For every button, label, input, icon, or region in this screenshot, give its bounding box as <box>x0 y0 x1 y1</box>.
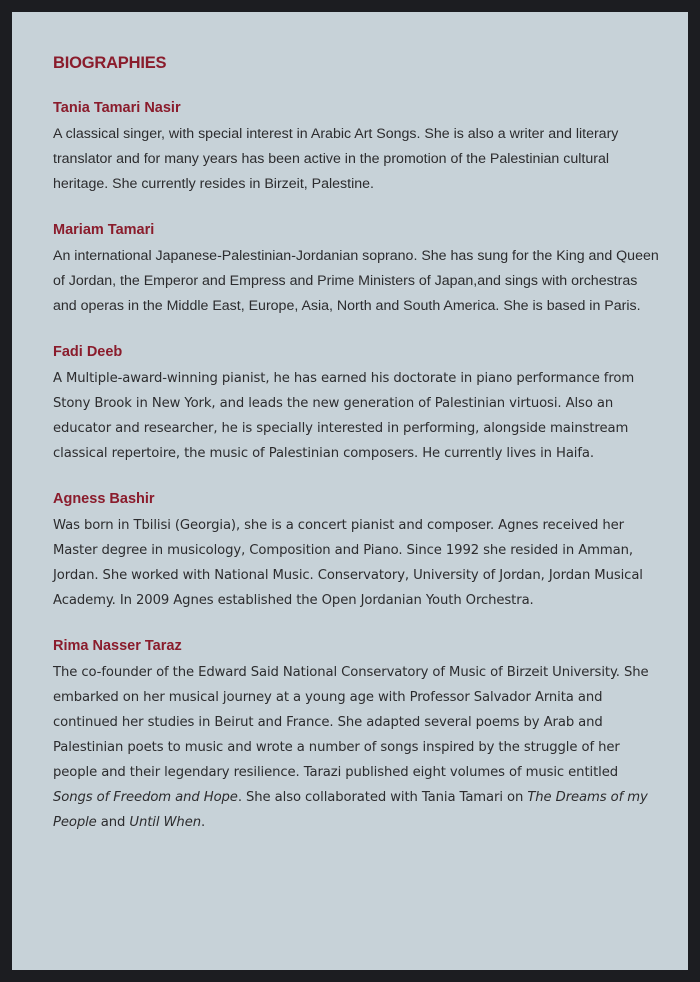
work-title: Until When <box>129 815 201 830</box>
bio-name: Rima Nasser Taraz <box>53 638 182 654</box>
bio-fadi-deeb <box>53 343 660 466</box>
bio-name: Agness Bashir <box>53 491 155 507</box>
bio-text: A classical singer, with special interest in Arabic Art Songs. She is also a writer and literary translator and for many years has been active in the promotion of the Palestinian cultural heritage. She currently resides in Birzeit, Palestine. <box>53 126 619 192</box>
bio-text: Was born in Tbilisi (Georgia), she is a concert pianist and composer. Agnes received her Master degree in musicology, Composition and Piano. Since 1992 she resided in Amman, Jordan. She worked with National Music. Conservatory, University of Jordan, Jordan Musical Academy. In 2009 Agnes established the Open Jordanian Youth Orchestra. <box>53 518 643 608</box>
bio-text-part: The co-founder of the Edward Said National Conservatory of Music of Birzeit University. She embarked on her musical journey at a young age with Professor Salvador Arnita and continued her studies in Beirut and France. She adapted several poems by Arab and Palestinian poets to music and wrote a number of songs inspired by the struggle of her people and their legendary resilience. Tarazi published eight volumes of music entitled <box>53 665 649 780</box>
bio-name: Fadi Deeb <box>53 344 123 360</box>
work-title: The Dreams of my People <box>53 790 648 830</box>
program-page <box>12 12 688 970</box>
bio-text: An international Japanese-Palestinian-Jordanian soprano. She has sung for the King and Queen of Jordan, the Emperor and Empress and Prime Ministers of Japan,and sings with orchestras and operas in the Middle East, Europe, Asia, North and South America. She is based in Paris. <box>53 248 659 314</box>
page-title: BIOGRAPHIES <box>53 54 167 72</box>
bio-mariam-tamari <box>53 221 660 319</box>
bio-text-part: . She also collaborated with Tania Tamari on <box>237 790 528 805</box>
bio-name: Tania Tamari Nasir <box>53 100 181 116</box>
bio-text-part: and <box>96 815 130 830</box>
bio-text <box>53 660 660 835</box>
bio-text: A Multiple-award-winning pianist, he has earned his doctorate in piano performance from Stony Brook in New York, and leads the new generation of Palestinian virtuosi. Also an educator and researcher, he is specially interested in performing, alongside mainstream classical repertoire, the music of Palestinian composers. He currently lives in Haifa. <box>53 371 635 461</box>
bio-agness-bashir <box>53 490 660 613</box>
bio-text-part: . <box>200 815 206 830</box>
bio-name: Mariam Tamari <box>53 222 155 238</box>
work-title: Songs of Freedom and Hope <box>53 790 238 805</box>
bio-tania-tamari-nasir <box>53 99 660 197</box>
bio-rima-nasser-taraz <box>53 637 660 835</box>
